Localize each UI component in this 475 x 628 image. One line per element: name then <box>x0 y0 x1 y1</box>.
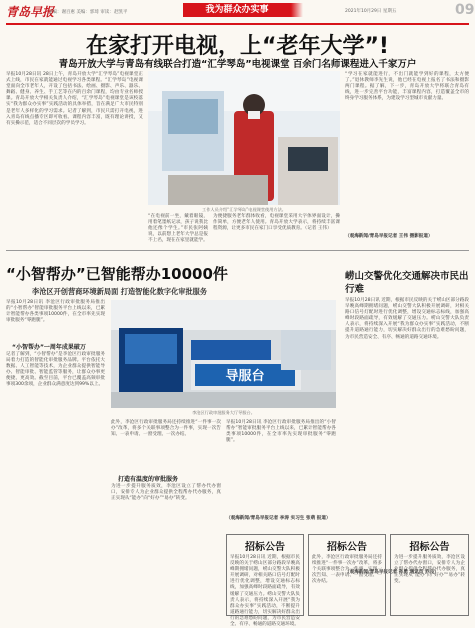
story1-headline: 在家打开电视，上“老年大学”! <box>86 34 389 59</box>
volunteer-photo-image <box>148 71 340 205</box>
ad-box-1 <box>226 534 304 628</box>
story3-credit: （观海新闻/青岛早报记者 孙勇 通讯员 乔良） <box>345 570 439 575</box>
page-number: 09 <box>455 2 475 18</box>
story3-headline: 崂山交警优化交通解决市民出行难 <box>345 271 469 295</box>
story2-body-c: 为进一步提升服务质效，李沧区设立了帮办代办窗口，安排专人为企业群众提供全程帮办代办服务，真正实现从“能办”向“好办”“易办”转变。 <box>111 484 221 502</box>
story2-headline: “小智帮办”已智能帮办10000件 <box>6 265 228 283</box>
story1-body-right: 为便捷服务老年群体收看，电视课堂采用大字体界面设计，操作简单，方便老年人使用。青岛开放大学表示，将持续丰富课程资源，让更多市民在家门口享受优质教育。（记者 王伟） <box>213 214 340 232</box>
story1-body-left: 早报10月28日讯 28日上午，青岛开放大学“汇学琴岛”电视课堂正式上线，市民在家就能通过电视学习各类课程。“汇学琴岛”电视课堂面向全市老年人，开设了包括书法、绘画、摄影、声乐、器乐、舞蹈、健身、养生、手工艺等在内的百余门课程，均由专业名师授课。青岛开放大学相关负责人介绍，“汇学琴岛”电视课堂是该校落实“我为群众办实事”实践活动的具体举措，旨在满足广大市民特别是老年人多样化的学习需求。记者了解到，市民只需打开电视，进入青岛有线点播专区即可收看。课程内容丰富，既有理论讲授，又有实操示范，适合不同层次的学员学习。 <box>6 72 143 126</box>
story2-body-a: 记者了解到，“小智帮办”是李沧区行政审批服务局着力打造的智能化审批服务品牌。平台依托大数据、人工智能等技术，为企业群众提供智能导办、智能审批、智能监管等服务，让群众办事更便捷、更高效。截至目前，平台已覆盖高频审批事项300余项，企业群众满意度达到99%以上。 <box>6 352 105 388</box>
section-banner: 我为群众办实事 <box>183 3 291 17</box>
story2-subhead-1: “小智帮办”一周年成果破万 <box>12 344 86 351</box>
service-hall-photo-image <box>111 300 336 408</box>
masthead-logo: 青岛早报 <box>6 5 55 19</box>
editor-credits: 主编：谢百惠 美编：郭琦 审读：赵凯平 <box>48 10 128 15</box>
page-header <box>0 0 475 26</box>
story2-photo-caption: 李沧区行政审批服务大厅导服台。 <box>192 410 255 415</box>
svg-text:导服台: 导服台 <box>225 369 265 384</box>
ad-title-2: 招标公告 <box>327 542 367 553</box>
ad-body-2: 此外，李沧区行政审批服务局还持续推进“一件事一次办”改革，将多个关联事项整合为一件事，实现一次告知、一表申请、一窗受理、一次办结。 <box>312 555 382 585</box>
ad-body-3: 为进一步提升服务质效，李沧区设立了帮办代办窗口，安排专人为企业群众提供全程帮办代办服务，真正实现从“能办”向“好办”“易办”转变。 <box>394 555 465 585</box>
ad-box-3 <box>390 534 469 616</box>
story2-intro: 早报10月28日讯 李沧区行政审批服务局推出的“小智帮办”智能审批服务平台上线以来，已累计智能帮办各类事项10000件，在全市率先实现审批服务“零跑腿”。 <box>6 300 105 324</box>
story1-side-credit: （观海新闻/青岛早报记者 王伟 摄影报道） <box>345 234 433 239</box>
ad-title-1: 招标公告 <box>245 542 285 553</box>
ad-body-1: 早报10月28日讯 近期，根据市民反映的关于崂山区部分路段早晚高峰期拥堵问题，崂山交警大队积极开展调研，对相关路口信号灯配时进行优化调整，增设交通标志标线，加强高峰时段路面疏导，有效缓解了交通压力。崂山交警大队负责人表示，将持续深入开展“我为群众办实事”实践活动，不断提升道路通行能力，切实解决好群众出行的急难愁盼问题，为市民营造安全、有序、畅通的道路交通环境。 <box>230 555 300 628</box>
banner-tail-decoration <box>291 3 303 17</box>
ads-area <box>226 534 469 628</box>
story2-photo <box>111 300 336 408</box>
story2-body-b: 此外，李沧区行政审批服务局还持续推进“一件事一次办”改革，将多个关联事项整合为一件事，实现一次告知、一表申请、一窗受理、一次办结。 <box>111 420 221 438</box>
section-divider <box>6 250 469 251</box>
ad-box-2 <box>308 534 386 616</box>
header-rule <box>6 23 469 25</box>
issue-date: 2021年10月29日 星期五 <box>345 9 397 14</box>
story1-subtitle: 青岛开放大学与青岛有线联合打造“汇学琴岛”电视课堂 百余门名师课程进入千家万户 <box>58 59 417 70</box>
story2-subhead-2: 打造有温度的审批服务 <box>118 476 179 483</box>
story1-photo-caption: 工作人员介绍“汇学琴岛”电视课堂使用方法。 <box>202 207 286 212</box>
story1-body-mid: “在电视前一坐，戴着眼镜，用着笔墨纸记录，孩子说我比他还像个学生。”市民张阿姨说，以前想上老年大学总是报不上名，现在在家里就能学。 <box>148 214 208 244</box>
story2-body-d: 早报10月28日讯 李沧区行政审批服务局推出的“小智帮办”智能审批服务平台上线以来，已累计智能帮办各类事项10000件，在全市率先实现审批服务“零跑腿”。 <box>226 420 336 444</box>
ad-title-3: 招标公告 <box>409 542 450 553</box>
story1-photo <box>148 71 340 205</box>
story3-body: 早报10月28日讯 近期，根据市民反映的关于崂山区部分路段早晚高峰期拥堵问题，崂山交警大队积极开展调研，对相关路口信号灯配时进行优化调整，增设交通标志标线，加强高峰时段路面疏导，有效缓解了交通压力。崂山交警大队负责人表示，将持续深入开展“我为群众办实事”实践活动，不断提升道路通行能力，切实解决好群众出行的急难愁盼问题，为市民营造安全、有序、畅通的道路交通环境。 <box>345 298 469 340</box>
story1-side-column: “学习在家就能进行，不出门就能学到好的课程，太方便了。”退休教师李先生说，他已经在电视上报名了书法和摄影两门课程。据了解，下一步，青岛开放大学将联合青岛有线，进一步完善平台功能，丰富课程内容，打造覆盖全市的终身学习服务体系，为建设学习型城市贡献力量。 <box>345 72 469 102</box>
story2-subtitle: 李沧区开创营商环境新局面 打造智能化数字化审批服务 <box>32 287 208 296</box>
story2-credit: （观海新闻/青岛早报记者 李涛 实习生 张萌 报道） <box>226 516 331 521</box>
